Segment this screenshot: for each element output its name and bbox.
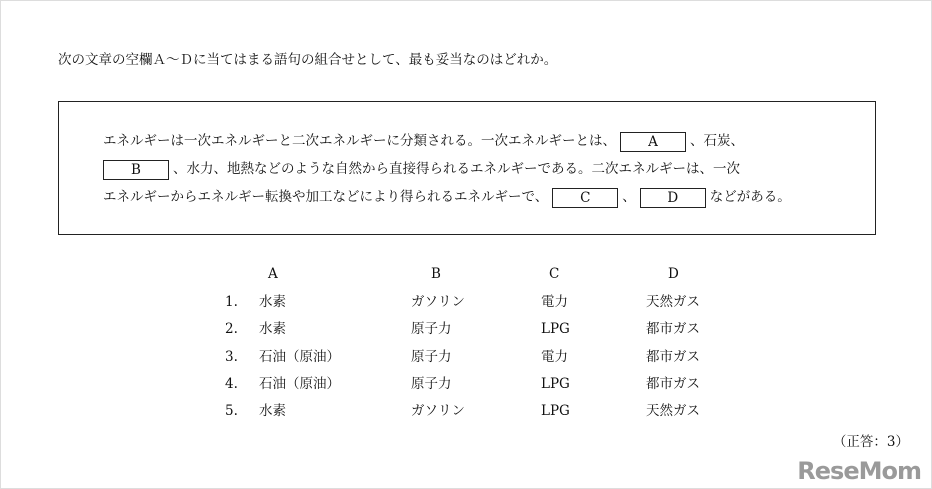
column-header: D — [668, 266, 679, 282]
choice-cell-b: ガソリン — [411, 403, 465, 420]
choice-cell-a: 水素 — [259, 321, 286, 338]
choice-cell-d: 都市ガス — [646, 348, 700, 365]
passage-text: エネルギーは一次エネルギーと二次エネルギーに分類される。一次エネルギーとは、 — [103, 133, 616, 149]
choice-cell-c: LPG — [541, 375, 570, 392]
blank-a: A — [620, 132, 686, 152]
passage-text: 、 — [622, 189, 636, 205]
choice-cell-a: 石油（原油） — [259, 348, 340, 365]
passage-box — [58, 101, 876, 235]
choice-cell-c: LPG — [541, 321, 570, 338]
passage-text: エネルギーからエネルギー転換や加工などにより得られるエネルギーで、 — [103, 189, 549, 205]
choice-cell-b: 原子力 — [411, 321, 452, 338]
question-text: 次の文章の空欄Ａ～Ｄに当てはまる語句の組合せとして、最も妥当なのはどれか。 — [58, 52, 558, 68]
choice-cell-b: ガソリン — [411, 294, 465, 310]
choice-number: 1. — [225, 294, 238, 310]
choice-number: 4. — [225, 375, 238, 392]
passage-line-1 — [103, 131, 744, 152]
choice-cell-c: 電力 — [541, 294, 568, 310]
choice-cell-c: LPG — [541, 403, 570, 420]
choice-cell-d: 都市ガス — [646, 321, 700, 338]
blank-b: B — [103, 160, 169, 180]
passage-text: 、石炭、 — [690, 133, 744, 149]
choice-number: 2. — [225, 321, 238, 338]
choice-number: 5. — [225, 403, 238, 420]
passage-text: 、水力、地熱などのような自然から直接得られるエネルギーである。二次エネルギーは、一次 — [173, 161, 740, 177]
column-header: B — [431, 266, 441, 282]
choice-cell-c: 電力 — [541, 348, 568, 365]
choice-cell-d: 天然ガス — [646, 403, 700, 420]
column-header: A — [268, 266, 278, 282]
choice-cell-a: 水素 — [259, 403, 286, 420]
blank-d: D — [640, 188, 706, 208]
passage-line-2 — [103, 159, 740, 180]
column-header: C — [549, 266, 560, 282]
blank-c: C — [552, 188, 618, 208]
choice-number: 3. — [225, 348, 238, 365]
choice-cell-a: 水素 — [259, 294, 286, 310]
choice-cell-b: 原子力 — [411, 348, 452, 365]
resemom-watermark-logo: ReseMom — [797, 457, 921, 485]
choice-cell-d: 都市ガス — [646, 375, 700, 392]
correct-answer: （正答：3） — [832, 434, 909, 450]
passage-text: などがある。 — [709, 189, 791, 205]
choice-cell-a: 石油（原油） — [259, 375, 340, 392]
passage-line-3 — [103, 187, 791, 208]
choice-cell-d: 天然ガス — [646, 294, 700, 310]
choice-cell-b: 原子力 — [411, 375, 452, 392]
